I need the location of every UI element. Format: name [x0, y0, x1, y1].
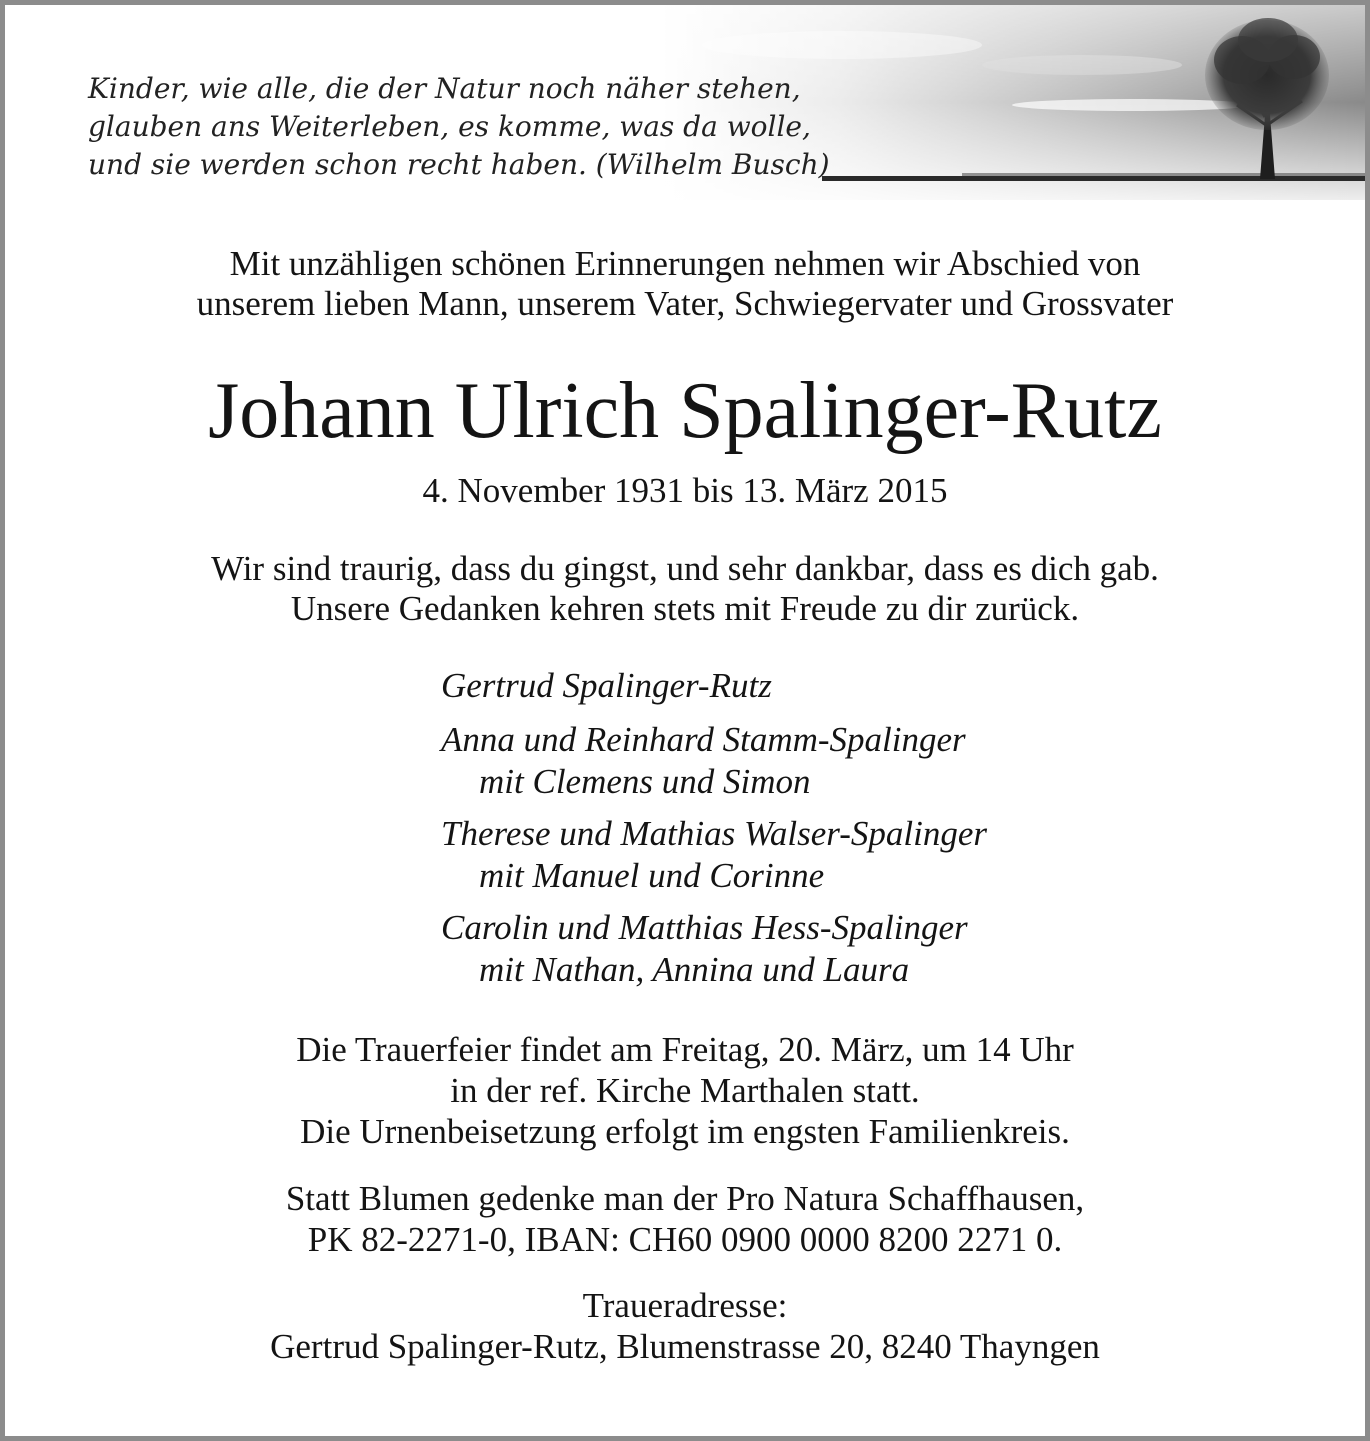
service-line: Die Trauerfeier findet am Freitag, 20. März, um 14 Uhr — [296, 1030, 1074, 1069]
service-info — [5, 1029, 1365, 1152]
family-list — [441, 665, 987, 1001]
motto-line: glauben ans Weiterleben, es komme, was da wolle, — [88, 110, 811, 143]
intro-line: unserem lieben Mann, unserem Vater, Schwiegervater und Grossvater — [196, 284, 1174, 323]
verse-line: Unsere Gedanken kehren stets mit Freude zu dir zurück. — [290, 589, 1080, 628]
family-group — [441, 665, 987, 707]
family-group — [441, 813, 987, 897]
intro-text — [5, 244, 1365, 324]
donation-line: PK 82-2271-0, IBAN: CH60 0900 0000 8200 2271 0. — [307, 1220, 1063, 1259]
donation-line: Statt Blumen gedenke man der Pro Natura Schaffhausen, — [285, 1179, 1085, 1218]
mourning-address — [5, 1285, 1365, 1367]
service-line: in der ref. Kirche Marthalen statt. — [450, 1071, 920, 1110]
intro-line: Mit unzähligen schönen Erinnerungen nehmen wir Abschied von — [229, 244, 1141, 283]
family-member: Carolin und Matthias Hess-Spalinger — [441, 908, 968, 947]
deceased-name: Johann Ulrich Spalinger-Rutz — [208, 367, 1162, 455]
address-label: Traueradresse: — [582, 1286, 788, 1325]
motto-quote — [88, 70, 830, 184]
motto-line: und sie werden schon recht haben. (Wilhelm Busch) — [88, 148, 830, 181]
family-group — [441, 907, 987, 991]
service-line: Die Urnenbeisetzung erfolgt im engsten Familienkreis. — [300, 1112, 1070, 1151]
family-children: mit Clemens und Simon — [479, 762, 811, 801]
family-member: Gertrud Spalinger-Rutz — [441, 666, 772, 705]
donation-info — [5, 1178, 1365, 1260]
memorial-verse — [5, 549, 1365, 629]
motto-line: Kinder, wie alle, die der Natur noch näher stehen, — [88, 72, 801, 105]
family-children: mit Nathan, Annina und Laura — [479, 950, 910, 989]
family-member: Therese und Mathias Walser-Spalinger — [441, 814, 987, 853]
family-member: Anna und Reinhard Stamm-Spalinger — [441, 720, 966, 759]
address-value: Gertrud Spalinger-Rutz, Blumenstrasse 20, 8240 Thayngen — [270, 1327, 1100, 1366]
life-dates: 4. November 1931 bis 13. März 2015 — [422, 471, 948, 510]
family-children: mit Manuel und Corinne — [479, 856, 825, 895]
family-group — [441, 719, 987, 803]
verse-line: Wir sind traurig, dass du gingst, und sehr dankbar, dass es dich gab. — [211, 549, 1159, 588]
